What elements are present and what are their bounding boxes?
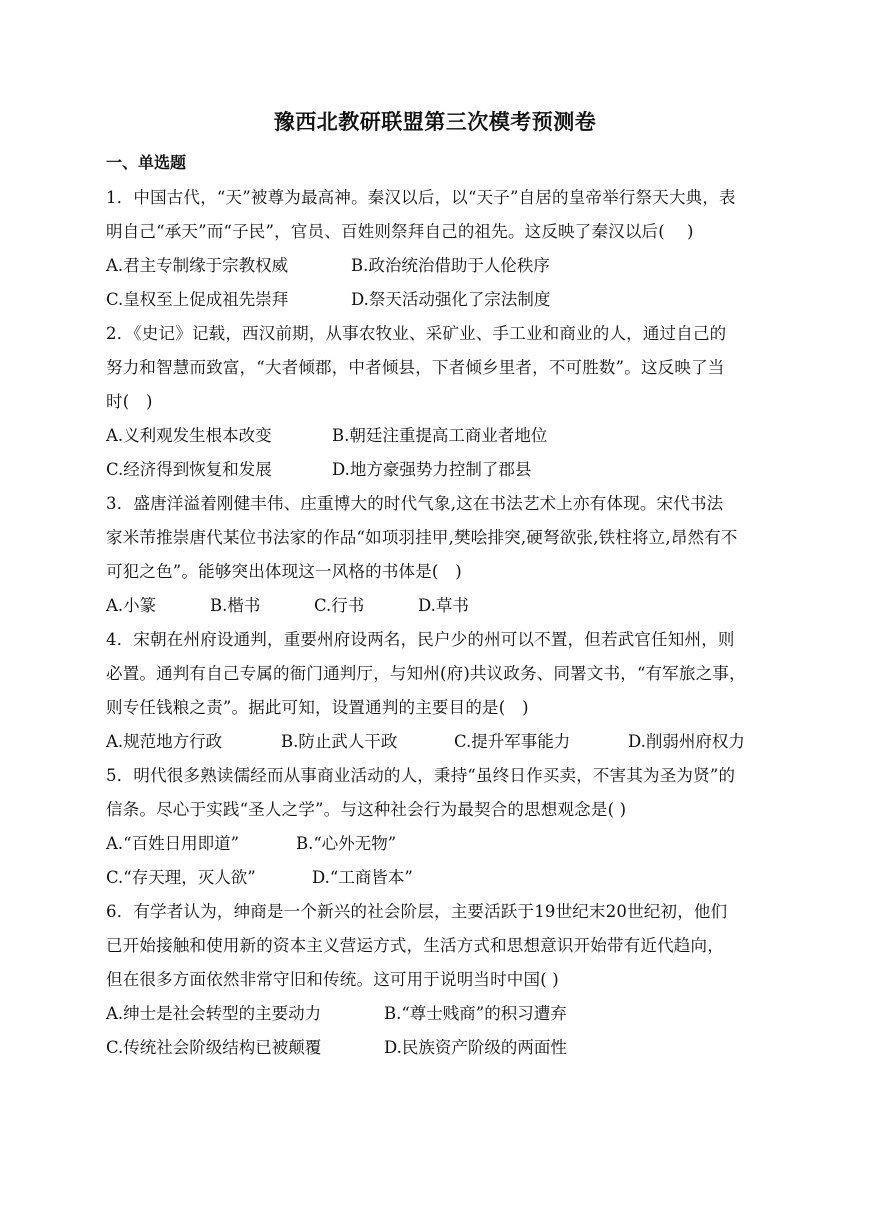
- option-d: D.民族资产阶级的两面性: [384, 1038, 567, 1057]
- question-line: 努力和智慧而致富，“大者倾郡，中者倾县，下者倾乡里者，不可胜数”。这反映了当: [106, 358, 725, 377]
- option-a: A.“百姓日用即道”: [106, 834, 240, 853]
- section-heading: 一、单选题: [106, 153, 187, 172]
- question-line: 但在很多方面依然非常守旧和传统。这可用于说明当时中国( ): [106, 970, 559, 989]
- option-c: C.提升军事能力: [454, 732, 571, 751]
- question-line: 3．盛唐洋溢着刚健丰伟、庄重博大的时代气象,这在书法艺术上亦有体现。宋代书法: [106, 494, 724, 513]
- option-c: C.传统社会阶级结构已被颠覆: [106, 1038, 322, 1057]
- question-line: 5．明代很多熟读儒经而从事商业活动的人，秉持“虽终日作买卖，不害其为圣为贤”的: [106, 766, 736, 785]
- option-c: C.经济得到恢复和发展: [106, 460, 272, 479]
- option-d: D.削弱州府权力: [628, 732, 745, 751]
- question-line: 明自己“承天”而“子民”，官员、百姓则祭拜自己的祖先。这反映了秦汉以后( ): [106, 222, 694, 241]
- option-c: C.“存天理，灭人欲”: [106, 868, 256, 887]
- question-5: [106, 759, 766, 827]
- question-4: [106, 623, 766, 725]
- option-b: B.朝廷注重提高工商业者地位: [332, 426, 548, 445]
- option-a: A.君主专制缘于宗教权威: [106, 256, 289, 275]
- option-a: A.义利观发生根本改变: [106, 426, 272, 445]
- option-d: D.草书: [418, 596, 469, 615]
- option-a: A.绅士是社会转型的主要动力: [106, 1004, 322, 1023]
- option-a: A.小篆: [106, 596, 157, 615]
- question-line: 则专任钱粮之责”。据此可知，设置通判的主要目的是( ): [106, 698, 529, 717]
- option-d: D.祭天活动强化了宗法制度: [351, 290, 551, 309]
- question-line: 6．有学者认为，绅商是一个新兴的社会阶层，主要活跃于19世纪末20世纪初，他们: [106, 902, 728, 921]
- option-b: B.防止武人干政: [281, 732, 398, 751]
- page-title: 豫西北教研联盟第三次模考预测卷: [273, 110, 597, 134]
- option-c: C.皇权至上促成祖先崇拜: [106, 290, 289, 309]
- question-line: 时( ): [106, 392, 153, 411]
- question-line: 家米芾推崇唐代某位书法家的作品“如项羽挂甲,樊哙排突,硬弩欲张,铁柱将立,昂然有不: [106, 528, 738, 547]
- option-b: B.“心外无物”: [296, 834, 397, 853]
- option-d: D.“工商皆本”: [312, 868, 413, 887]
- option-b: B.楷书: [210, 596, 261, 615]
- option-c: C.行书: [314, 596, 365, 615]
- option-b: B.政治统治借助于人伦秩序: [351, 256, 550, 275]
- question-line: 1．中国古代，“天”被尊为最高神。秦汉以后，以“天子”自居的皇帝举行祭天大典，表: [106, 188, 736, 207]
- question-2: [106, 317, 766, 419]
- question-6: [106, 895, 766, 997]
- question-line: 信条。尽心于实践“圣人之学”。与这种社会行为最契合的思想观念是( ): [106, 800, 627, 819]
- question-line: 2．《史记》记载，西汉前期，从事农牧业、采矿业、手工业和商业的人，通过自己的: [106, 324, 727, 343]
- question-line: 必置。通判有自己专属的衙门通判厅，与知州(府)共议政务、同署文书，“有军旅之事，: [106, 664, 746, 683]
- option-b: B.“尊士贱商”的积习遭弃: [384, 1004, 567, 1023]
- question-1: [106, 181, 766, 249]
- question-3: [106, 487, 766, 589]
- question-line: 已开始接触和使用新的资本主义营运方式，生活方式和思想意识开始带有近代趋向，: [106, 936, 724, 955]
- question-line: 可犯之色”。能够突出体现这一风格的书体是( ): [106, 562, 462, 581]
- option-a: A.规范地方行政: [106, 732, 223, 751]
- option-d: D.地方豪强势力控制了郡县: [332, 460, 532, 479]
- question-line: 4．宋朝在州府设通判，重要州府设两名，民户少的州可以不置，但若武官任知州，则: [106, 630, 735, 649]
